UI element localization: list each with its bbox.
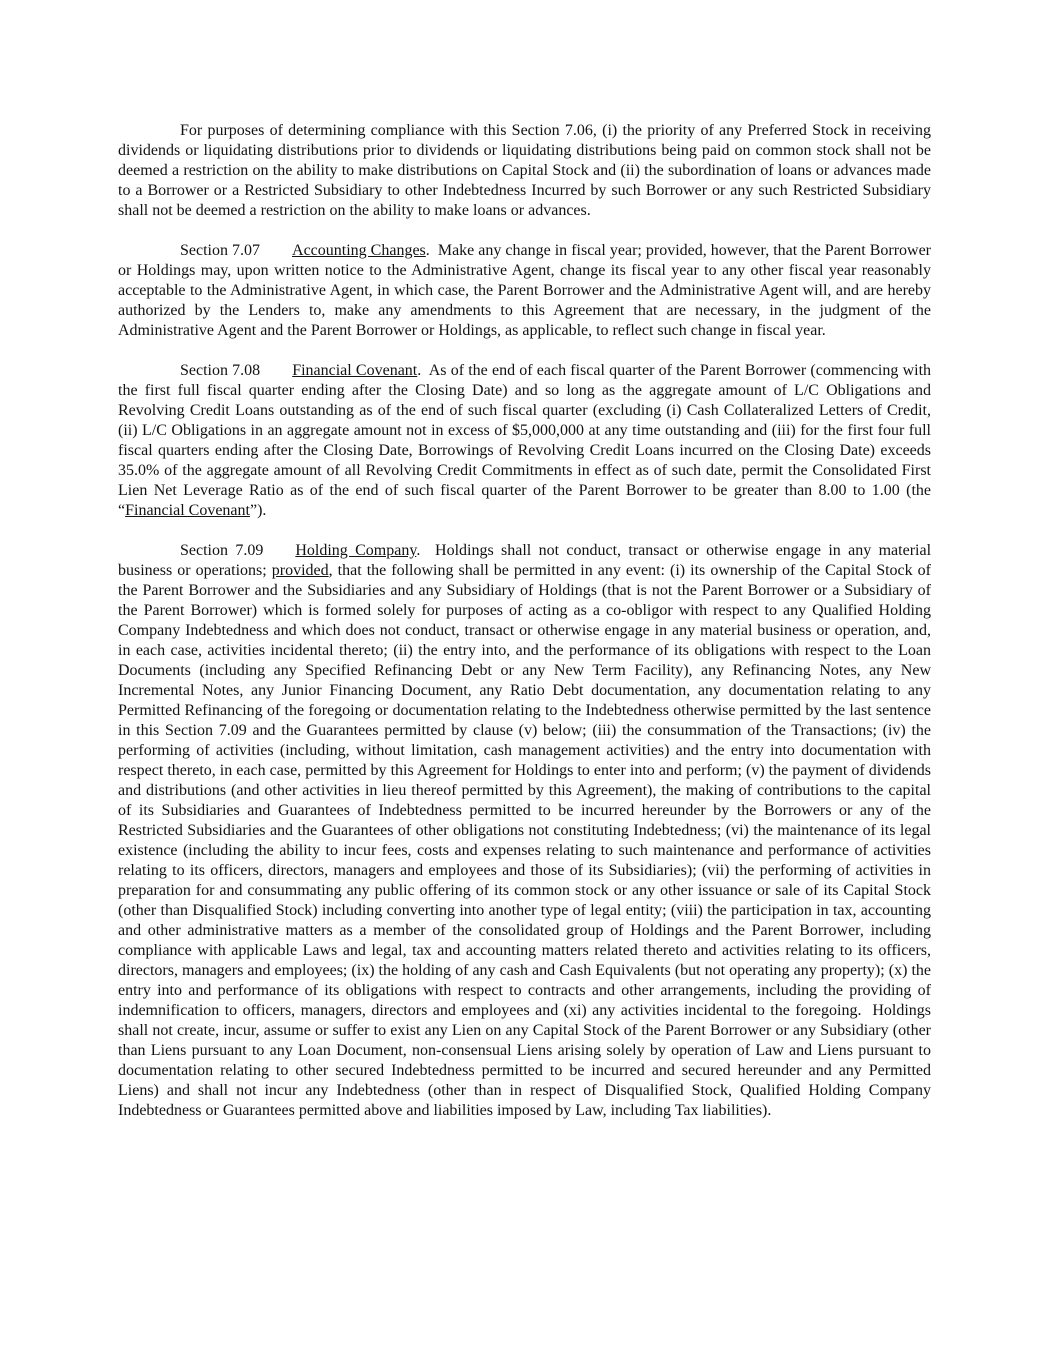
defined-term-financial-covenant: Financial Covenant	[125, 502, 250, 519]
paragraph-section-7-09	[118, 541, 931, 1121]
section-number-7-07: Section 7.07	[180, 242, 261, 259]
section-heading-accounting-changes: Accounting Changes	[292, 242, 426, 259]
section-heading-financial-covenant: Financial Covenant	[292, 362, 418, 379]
body-text: . Holdings shall not conduct, transact or otherwise engage in any material business or operations;	[118, 542, 932, 579]
section-number-7-09: Section 7.09	[180, 542, 264, 559]
body-text: . Make any change in fiscal year; provided, however, that the Parent Borrower or Holdings may, upon written notice to the Administrative Agent, change its fiscal year to any other fiscal year reasonably acceptable to the Administrative Agent, in which case, the Parent Borrower and the Administrative Agent will, and are hereby authorized by the Lenders to, make any amendments to this Agreement that are necessary, in the judgment of the Administrative Agent and the Parent Borrower or Holdings, as applicable, to reflect such change in fiscal year.	[118, 242, 932, 339]
document-page	[118, 121, 931, 1121]
body-text: For purposes of determining compliance with this Section 7.06, (i) the priority of any Preferred Stock in receiving dividends or liquidating distributions prior to dividends or liquidating distributions being paid on common stock shall not be deemed a restriction on the ability to make distributions on Capital Stock and (ii) the subordination of loans or advances made to a Borrower or a Restricted Subsidiary to other Indebtedness Incurred by such Borrower or any such Restricted Subsidiary shall not be deemed a restriction on the ability to make loans or advances.	[118, 122, 931, 219]
paragraph-7-06-compliance	[118, 121, 931, 221]
body-text: ”).	[249, 502, 267, 519]
defined-term-provided: provided	[271, 562, 329, 579]
section-heading-holding-company: Holding Company	[295, 542, 417, 559]
paragraph-section-7-08	[118, 361, 931, 521]
body-text: . As of the end of each fiscal quarter of the Parent Borrower (commencing with the first full fiscal quarter ending after the Closing Date) and so long as the aggregate amount of L/C Obligations and Revolving Credit Loans outstanding as of the end of such fiscal quarter (excluding (i) Cash Collateralized Letters of Credit, (ii) L/C Obligations in an aggregate amount not in excess of $5,000,000 at any time outstanding and (iii) for the first four full fiscal quarters ending after the Closing Date, Borrowings of Revolving Credit Loans incurred on the Closing Date) exceeds 35.0% of the aggregate amount of all Revolving Credit Commitments in effect as of such date, permit the Consolidated First Lien Net Leverage Ratio as of the end of such fiscal quarter of the Parent Borrower to be greater than 8.00 to 1.00 (the “	[118, 362, 932, 519]
section-number-7-08: Section 7.08	[180, 362, 261, 379]
paragraph-section-7-07	[118, 241, 931, 341]
body-text: , that the following shall be permitted in any event: (i) its ownership of the Capital Stock of the Parent Borrower and the Subsidiaries and any Subsidiary of Holdings (that is not the Parent Borrower or a Subsidiary of the Parent Borrower) which is formed solely for purposes of acting as a co-obligor with respect to any Qualified Holding Company Indebtedness and which does not conduct, transact or otherwise engage in any material business or operation, and, in each case, activities incidental thereto; (ii) the entry into, and the performance of its obligations with respect to the Loan Documents (including any Specified Refinancing Debt or any New Term Facility), any Refinancing Notes, any New Incremental Notes, any Junior Financing Document, any Ratio Debt documentation, any documentation relating to any Permitted Refinancing of the foregoing or documentation relating to the Indebtedness otherwise permitted by the last sentence in this Section 7.09 and the Guarantees permitted by clause (v) below; (iii) the consummation of the Transactions; (iv) the performing of activities (including, without limitation, cash management activities) and the entry into documentation with respect thereto, in each case, permitted by this Agreement for Holdings to enter into and perform; (v) the payment of dividends and distributions (and other activities in lieu thereof permitted by this Agreement), the making of contributions to the capital of its Subsidiaries and Guarantees of Indebtedness permitted to be incurred hereunder by the Borrowers or any of the Restricted Subsidiaries and the Guarantees of other obligations not constituting Indebtedness; (vi) the maintenance of its legal existence (including the ability to incur fees, costs and expenses relating to such maintenance and performance of activities relating to its officers, directors, managers and employees and those of its Subsidiaries); (vii) the performing of activities in preparation for and consummating any public offering of its common stock or any other issuance or sale of its Capital Stock (other than Disqualified Stock) including converting into another type of legal entity; (viii) the participation in tax, accounting and other administrative matters as a member of the consolidated group of Holdings and the Parent Borrower, including compliance with applicable Laws and legal, tax and accounting matters related thereto and activities relating to its officers, directors, managers and employees; (ix) the holding of any cash and Cash Equivalents (but not operating any property); (x) the entry into and performance of its obligations with respect to contracts and other arrangements, including the providing of indemnification to officers, managers, directors and employees and (xi) any activities incidental to the foregoing. Holdings shall not create, incur, assume or suffer to exist any Lien on any Capital Stock of the Parent Borrower or any Subsidiary (other than Liens pursuant to any Loan Document, non-consensual Liens arising solely by operation of Law and Liens pursuant to documentation relating to other secured Indebtedness permitted to be incurred and secured hereunder and any Permitted Liens) and shall not incur any Indebtedness (other than in respect of Disqualified Stock, Qualified Holding Company Indebtedness or Guarantees permitted above and liabilities imposed by Law, including Tax liabilities).	[118, 562, 932, 1119]
